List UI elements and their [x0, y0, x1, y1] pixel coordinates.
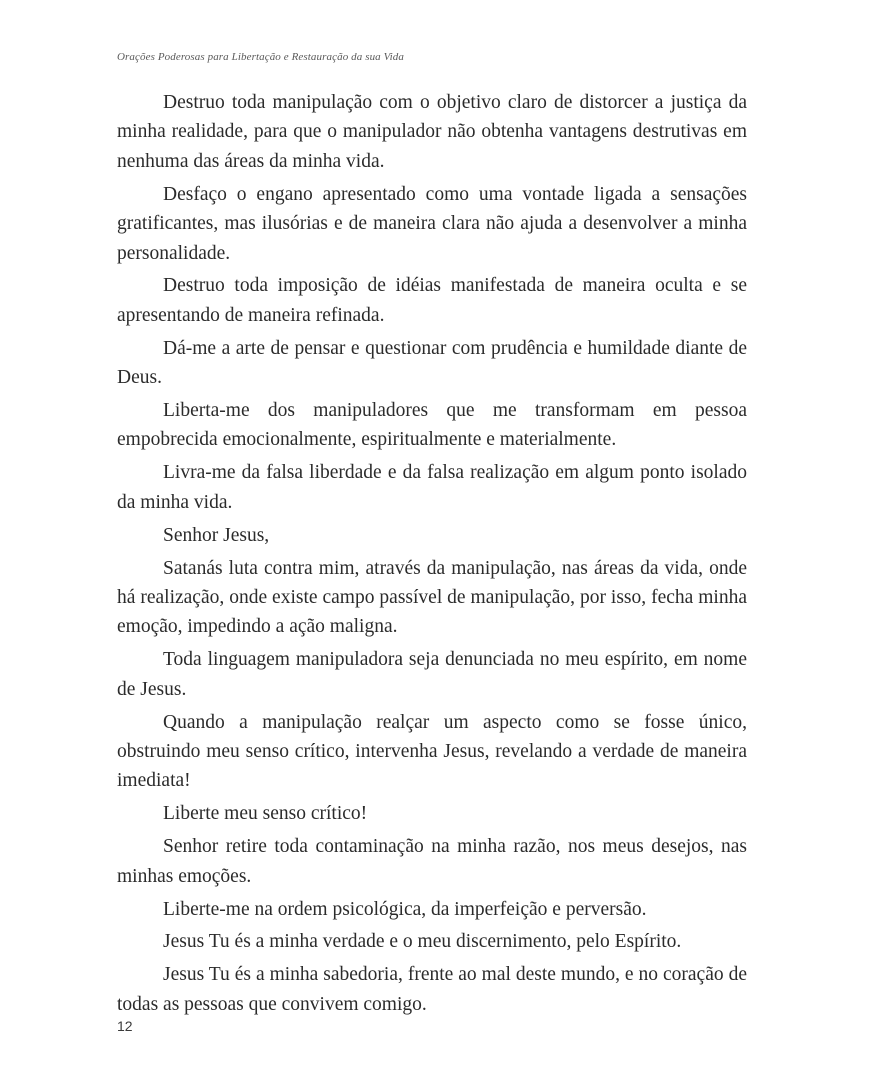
paragraph: Jesus Tu és a minha verdade e o meu discernimento, pelo Espírito.: [163, 931, 682, 953]
page-number: 12: [117, 1018, 133, 1034]
paragraph: Senhor Jesus,: [163, 524, 270, 546]
paragraph: Dá-me a arte de pensar e questionar com prudência e humildade diante de Deus.: [117, 337, 747, 389]
paragraph: Destruo toda manipulação com o objetivo claro de distorcer a justiça da minha realidade, para que o manipulador não obtenha vantagens destrutivas em nenhuma das áreas da minha vida.: [117, 92, 747, 172]
paragraph: Livra-me da falsa liberdade e da falsa realização em algum ponto isolado da minha vida.: [117, 462, 747, 513]
paragraph: Toda linguagem manipuladora seja denunciada no meu espírito, em nome de Jesus.: [117, 649, 747, 700]
paragraph: Liberte-me na ordem psicológica, da imperfeição e perversão.: [163, 898, 647, 920]
paragraph: Senhor retire toda contaminação na minha razão, nos meus desejos, nas minhas emoções.: [117, 836, 747, 887]
paragraph: Liberta-me dos manipuladores que me transformam em pessoa empobrecida emocionalmente, espiritualmente e materialmente.: [117, 400, 747, 451]
paragraph: Destruo toda imposição de idéias manifestada de maneira oculta e se apresentando de maneira refinada.: [117, 275, 747, 326]
running-header: Orações Poderosas para Libertação e Restauração da sua Vida: [117, 51, 404, 63]
paragraph: Satanás luta contra mim, através da manipulação, nas áreas da vida, onde há realização, onde existe campo passível de manipulação, por isso, fecha minha emoção, impedindo a ação maligna.: [117, 557, 747, 638]
body-text: [117, 88, 747, 1023]
paragraph: Desfaço o engano apresentado como uma vontade ligada a sensações gratificantes, mas ilusórias e de maneira clara não ajuda a desenvolver a minha personalidade.: [117, 183, 747, 264]
paragraph: Liberte meu senso crítico!: [163, 803, 368, 825]
paragraph: Jesus Tu és a minha sabedoria, frente ao mal deste mundo, e no coração de todas as pessoas que convivem comigo.: [117, 964, 747, 1015]
paragraph: Quando a manipulação realçar um aspecto como se fosse único, obstruindo meu senso crítico, intervenha Jesus, revelando a verdade de maneira imediata!: [117, 711, 747, 792]
